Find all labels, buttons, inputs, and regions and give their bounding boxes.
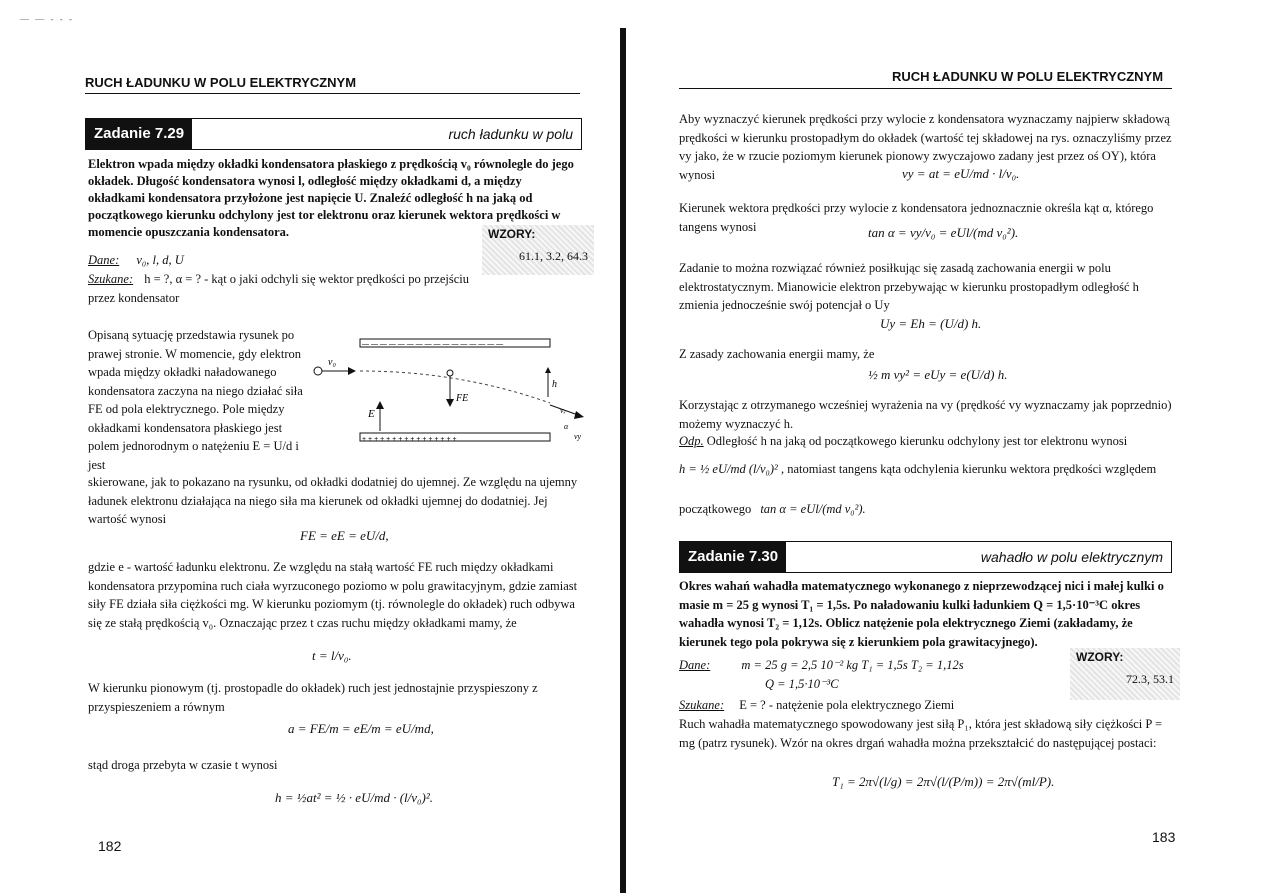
paragraph-5: Korzystając z otrzymanego wcześniej wyrażenia na vy (prędkość vy wyznaczamy jak poprzednio) możemy wyznaczyć h. <box>679 398 1172 431</box>
paragraph-1: Opisaną sytuację przedstawia rysunek po prawej stronie. W momencie, gdy elektron wpada między okładki naładowanego kondensatora zaczyna na niego działać siła FE od pola elektrycznego. Pole między okładkami kondensatora płaskiego jest polem jednorodnym o natężeniu E = U/d i jest <box>88 328 303 472</box>
answer-formula-line <box>679 460 1172 479</box>
header-rule <box>679 88 1172 89</box>
eq-deflection: h = ½at² = ½ · eU/md · (l/v₀)². <box>275 790 434 805</box>
dane-label: Dane: <box>679 658 711 672</box>
odp-continuation: , natomiast tangens kąta odchylenia kierunku wektora prędkości względem <box>780 462 1157 476</box>
paragraph-4: Z zasady zachowania energii mamy, że <box>679 347 875 361</box>
wzory-value: 61.1, 3.2, 64.3 <box>519 249 588 263</box>
answer-last-line <box>679 500 866 519</box>
odp-last: początkowego <box>679 502 752 516</box>
dane-line <box>88 251 184 270</box>
eq-period: T₁ = 2π√(l/g) = 2π√(l/(P/m)) = 2π√(ml/P). <box>832 774 1055 789</box>
e-arrowhead <box>376 401 384 409</box>
fe-label: FE <box>456 393 469 404</box>
electron-mid <box>447 370 453 376</box>
odp-label: Odp. <box>679 434 704 448</box>
eq-odp-tan: tan α = eUl/(md v₀²). <box>760 502 866 516</box>
paragraph-2: Kierunek wektora prędkości przy wylocie z kondensatora jednoznacznie określa kąt α, którego tangens wynosi <box>679 201 1154 234</box>
szukane-value: E = ? - natężenie pola elektrycznego Ziemi <box>739 698 955 712</box>
right-page <box>632 0 1263 893</box>
paragraph-6: Ruch wahadła matematycznego spowodowany jest siłą P₁, która jest składową siły ciężkości P = mg (patrz rysunek). Wzór na okres drgań wahadła można przekształcić do następującej postaci: <box>679 717 1163 750</box>
dane-line-2: Q = 1,5·10⁻³C <box>765 676 839 691</box>
task-label: Zadanie 7.29 <box>86 119 192 149</box>
fe-arrowhead <box>446 399 454 407</box>
eq-vy: vy = at = eU/md · l/v₀. <box>902 166 1020 181</box>
eq-tan: tan α = vy/v₀ = eUl/(md v₀²). <box>868 225 1019 240</box>
h-label: h <box>552 379 557 390</box>
positive-plate-signs: + + + + + + + + + + + + + + + + <box>362 436 457 443</box>
paragraph-3: Zadanie to można rozwiązać również posiłkując się zasadą zachowania energii w polu elektrostatycznym. Mianowicie elektron przebywając w kierunku prostopadłym odległość h zmienia jednocześnie swój potencjał o Uy <box>679 261 1139 312</box>
wzory-value: 72.3, 53.1 <box>1126 672 1174 686</box>
book-binding <box>620 28 626 893</box>
v0-arrowhead <box>348 367 356 375</box>
running-header: RUCH ŁADUNKU W POLU ELEKTRYCZNYM <box>892 69 1164 84</box>
header-rule <box>85 93 580 94</box>
szukane-value: h = ?, α = ? - kąt o jaki odchyli się wektor prędkości po przejściu przez kondensator <box>88 272 469 305</box>
task-topic: ruch ładunku w polu <box>448 126 573 142</box>
left-page <box>0 0 612 893</box>
negative-plate-signs: — — — — — — — — — — — — — — — — <box>362 341 504 348</box>
eq-acceleration: a = FE/m = eE/m = eU/md, <box>288 721 434 736</box>
vy-label: vy <box>574 432 582 441</box>
dane-line-1: m = 25 g = 2,5 10⁻² kg T₁ = 1,5s T₂ = 1,12s <box>741 658 964 672</box>
dane-label: Dane: <box>88 253 120 267</box>
szukane-label: Szukane: <box>679 698 725 712</box>
page-number: 182 <box>98 838 122 854</box>
eq-energy: ½ m vy² = eUy = e(U/d) h. <box>868 367 1008 382</box>
wzory-label: WZORY: <box>488 227 536 241</box>
wzory-label: WZORY: <box>1076 650 1124 664</box>
paragraph-1b: skierowane, jak to pokazano na rysunku, od okładki dodatniej do ujemnej. Ze względu na ujemny ładunek elektronu działająca na niego siła ma kierunek od okładki ujemnej do dodatniej. Jej wartość wynosi <box>88 475 578 526</box>
h-arrow-up <box>545 367 551 373</box>
eq-time: t = l/v₀. <box>312 648 352 663</box>
paragraph-4: stąd droga przebyta w czasie t wynosi <box>88 758 278 772</box>
szukane-line <box>679 696 954 715</box>
wzory-box <box>482 225 594 275</box>
page-number: 183 <box>1152 829 1176 845</box>
capacitor-figure <box>310 335 590 445</box>
szukane-line <box>88 270 480 307</box>
v-out-arrowhead <box>574 411 584 419</box>
szukane-label: Szukane: <box>88 272 134 286</box>
scan-corner-mark: — — - - - <box>20 14 74 24</box>
eq-uy: Uy = Eh = (U/d) h. <box>880 316 982 331</box>
task-header-box <box>679 541 1172 573</box>
odp-text: Odległość h na jaką od początkowego kierunku odchylony jest tor elektronu wynosi <box>706 434 1128 448</box>
paragraph-1: Aby wyznaczyć kierunek prędkości przy wylocie z kondensatora wyznaczamy najpierw składową prędkości w kierunku prostopadłym do okładek (wartość tej składowej na rys. oznaczyliśmy przez vy jako, że w rzucie poziomym kierunek pionowy zwyczajowo zadany jest przez oś OY), która wynosi <box>679 112 1172 182</box>
task-header-box <box>85 118 582 150</box>
wzory-box <box>1070 648 1180 700</box>
vx-label: vₓ <box>560 406 566 415</box>
v0-label: v₀ <box>328 357 336 368</box>
dane-value: v₀, l, d, U <box>136 253 184 267</box>
answer-line <box>679 432 1172 451</box>
task-topic: wahadło w polu elektrycznym <box>980 549 1163 565</box>
dane-block <box>679 656 1079 693</box>
trajectory <box>360 371 550 403</box>
e-label: E <box>368 408 375 420</box>
problem-statement: Elektron wpada między okładki kondensatora płaskiego z prędkością v₀ równolegle do jego okładek. Długość kondensatora wynosi l, odległość między okładkami d, a między okładkami kondensatora przyłożone jest napięcie U. Znaleźć odległość h na jaką od początkowego kierunku odchylony jest tor elektronu oraz kierunek wektora prędkości w momencie opuszczania kondensatora. <box>88 157 574 239</box>
electron <box>314 367 322 375</box>
eq-odp-h: h = ½ eU/md (l/v₀)² <box>679 462 778 476</box>
paragraph-3: W kierunku pionowym (tj. prostopadle do okładek) ruch jest jednostajnie przyspieszony z przyspieszeniem a równym <box>88 681 538 714</box>
eq-force: FE = eE = eU/d, <box>300 528 389 543</box>
task-label: Zadanie 7.30 <box>680 542 786 572</box>
alpha-label: α <box>564 422 569 431</box>
running-header: RUCH ŁADUNKU W POLU ELEKTRYCZNYM <box>85 75 357 90</box>
paragraph-2: gdzie e - wartość ładunku elektronu. Ze względu na stałą wartość FE ruch między okładkami kondensatora przypomina ruch ciała wyrzuconego poziomo w polu grawitacyjnym, gdzie zamiast siły FE działa siła ciężkości mg. W kierunku poziomym (tj. równolegle do okładek) ruch odbywa się ze stałą prędkością v₀. Oznaczając przez t czas ruchu między okładkami mamy, że <box>88 560 578 630</box>
problem-statement: Okres wahań wahadła matematycznego wykonanego z nieprzewodzącej nici i małej kulki o masie m = 25 g wynosi T₁ = 1,5s. Po naładowaniu kulki ładunkiem Q = 1,5·10⁻³C okres wahadła wynosi T₂ = 1,12s. Oblicz natężenie pola elektrycznego Ziemi (zakładamy, że kierunek tego pola pokrywa się z kierunkiem pola grawitacyjnego). <box>679 579 1164 649</box>
